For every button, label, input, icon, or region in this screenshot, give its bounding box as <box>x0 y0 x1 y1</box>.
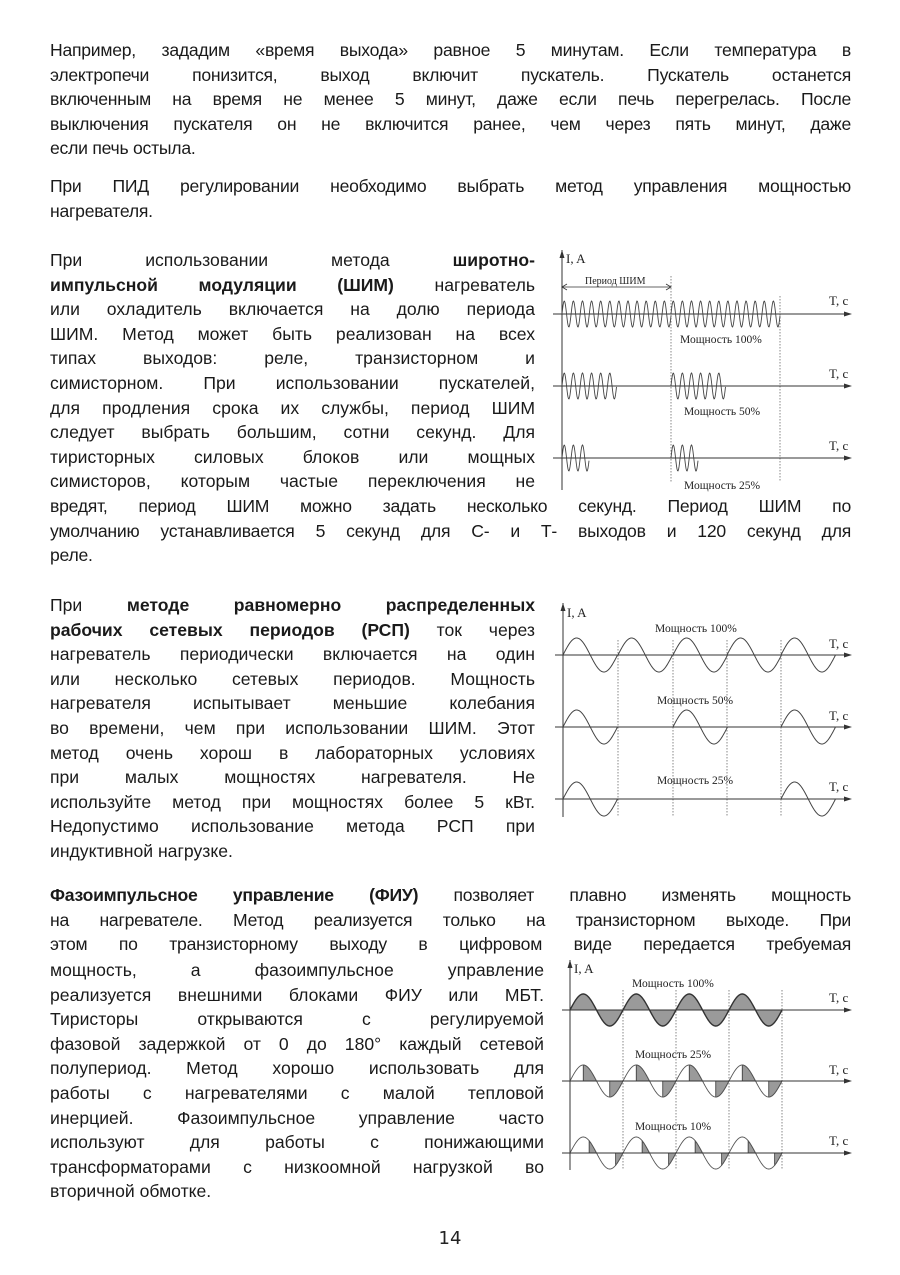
paragraph-rsp <box>50 593 535 864</box>
text-line: Недопустимо использование метода РСП при <box>50 816 535 837</box>
text-line <box>50 593 535 618</box>
text-line: этом по транзисторному выходу в цифровом виде передается требуемая <box>50 934 851 955</box>
text-line: симисторов, которым частые переключения не <box>50 471 535 492</box>
x-axis-label: T, c <box>829 438 849 453</box>
text-line: выключения пускателя он не включится ранее, чем через пять минут, даже <box>50 113 851 134</box>
row-label: Мощность 100% <box>655 623 737 635</box>
text-line: тиристорных силовых блоков или мощных <box>50 446 535 467</box>
text-line <box>50 883 851 908</box>
text-line: используют для работы с понижающими <box>50 1132 544 1153</box>
text-line: вредят, период ШИМ можно задать несколько секунд. Период ШИМ по <box>50 496 851 516</box>
text-line: реализуется внешними блоками ФИУ или МБТ. <box>50 984 544 1005</box>
text-line: или несколько сетевых периодов. Мощность <box>50 668 535 689</box>
text-line <box>50 248 535 273</box>
text-span: нагреватель <box>393 274 536 295</box>
text-span: При <box>50 595 127 615</box>
text-line: индуктивной нагрузке. <box>50 840 233 861</box>
text-line: если печь остыла. <box>50 138 196 159</box>
text-line: или охладитель включается на долю периода <box>50 299 535 320</box>
text-line: инерцией. Фазоимпульсное управление часто <box>50 1107 544 1128</box>
x-axis-label: T, c <box>829 990 849 1005</box>
page-number: 14 <box>438 1228 462 1249</box>
text-line: на нагревателе. Метод реализуется только на транзисторном выходе. При <box>50 909 851 930</box>
text-line: реле. <box>50 545 93 566</box>
row-label: Мощность 50% <box>684 406 761 418</box>
text-line: следует выбрать большим, сотни секунд. Для <box>50 422 535 443</box>
text-line: работы с нагревателями с малой тепловой <box>50 1082 544 1103</box>
row-label: Мощность 10% <box>635 1121 712 1133</box>
text-span: При использовании метода <box>50 250 453 270</box>
paragraph-pid-intro <box>50 174 851 223</box>
text-line: при малых мощностях нагревателя. Не <box>50 767 535 788</box>
bold-term: рабочих сетевых периодов (РСП) <box>50 619 410 640</box>
text-line: ШИМ. Метод может быть реализован на всех <box>50 323 535 344</box>
text-span: позволяет плавно изменять мощность <box>418 885 851 905</box>
text-line: симисторном. При использовании пускателей, <box>50 372 535 393</box>
text-line: Тиристоры открываются с регулируемой <box>50 1009 544 1030</box>
x-axis-label: T, c <box>829 293 849 308</box>
rsp-diagram <box>550 595 860 825</box>
text-line: мощность, а фазоимпульсное управление <box>50 960 544 980</box>
row-label: Мощность 25% <box>635 1049 712 1061</box>
paragraph-pwm-continued <box>50 494 851 568</box>
text-line: используйте метод при мощностях более 5 кВт. <box>50 791 535 812</box>
x-axis-label: T, c <box>829 366 849 381</box>
text-line: При ПИД регулировании необходимо выбрать метод управления мощностью <box>50 176 851 196</box>
text-line: метод очень хорош в лабораторных условиях <box>50 742 535 763</box>
y-axis-label: I, A <box>566 251 586 266</box>
text-line: фазовой задержкой от 0 до 180° каждый сетевой <box>50 1033 544 1054</box>
x-axis-label: T, c <box>829 1133 849 1148</box>
paragraph-output-time-example <box>50 38 851 161</box>
text-line: Например, зададим «время выхода» равное 5 минутам. Если температура в <box>50 40 851 60</box>
text-line: включенным на время не менее 5 минут, даже если печь перегрелась. После <box>50 89 851 110</box>
y-axis-label: I, A <box>567 605 587 620</box>
x-axis-label: T, c <box>829 779 849 794</box>
text-line: нагреватель периодически включается на один <box>50 644 535 665</box>
text-line: типах выходов: реле, транзисторном и <box>50 348 535 369</box>
row-label: Мощность 100% <box>632 978 714 990</box>
paragraph-pwm <box>50 248 535 494</box>
x-axis-label: T, c <box>829 636 849 651</box>
paragraph-fiu-continued <box>50 958 544 1204</box>
phase-control-diagram <box>555 955 860 1180</box>
text-line <box>50 618 535 643</box>
row-label: Мощность 100% <box>680 334 762 346</box>
period-label: Период ШИМ <box>585 276 646 287</box>
bold-term: Фазоимпульсное управление (ФИУ) <box>50 885 419 905</box>
y-axis-label: I, A <box>574 961 594 976</box>
x-axis-label: T, c <box>829 1062 849 1077</box>
bold-term: широтно- <box>452 250 535 270</box>
text-line: во времени, чем при использовании ШИМ. Этот <box>50 717 535 738</box>
text-span: ток через <box>409 619 535 640</box>
text-line <box>50 273 535 298</box>
text-line: нагревателя испытывает меньшие колебания <box>50 693 535 714</box>
text-line: для продления срока их службы, период ШИМ <box>50 397 535 418</box>
bold-term: методе равномерно распределенных <box>126 595 535 615</box>
pwm-diagram <box>550 245 860 500</box>
row-label: Мощность 25% <box>684 480 761 492</box>
x-axis-label: T, c <box>829 708 849 723</box>
text-line: нагревателя. <box>50 200 153 221</box>
row-label: Мощность 50% <box>657 695 734 707</box>
bold-term: импульсной модуляции (ШИМ) <box>50 274 394 295</box>
text-line: умолчанию устанавливается 5 секунд для С- и Т- выходов и 120 секунд для <box>50 520 851 541</box>
text-line: трансформаторами с низкоомной нагрузкой во <box>50 1156 544 1177</box>
text-line: вторичной обмотке. <box>50 1181 212 1202</box>
text-line: электропечи понизится, выход включит пускатель. Пускатель останется <box>50 64 851 85</box>
paragraph-fiu <box>50 883 851 957</box>
text-line: полупериод. Метод хорошо использовать для <box>50 1058 544 1079</box>
row-label: Мощность 25% <box>657 775 734 787</box>
